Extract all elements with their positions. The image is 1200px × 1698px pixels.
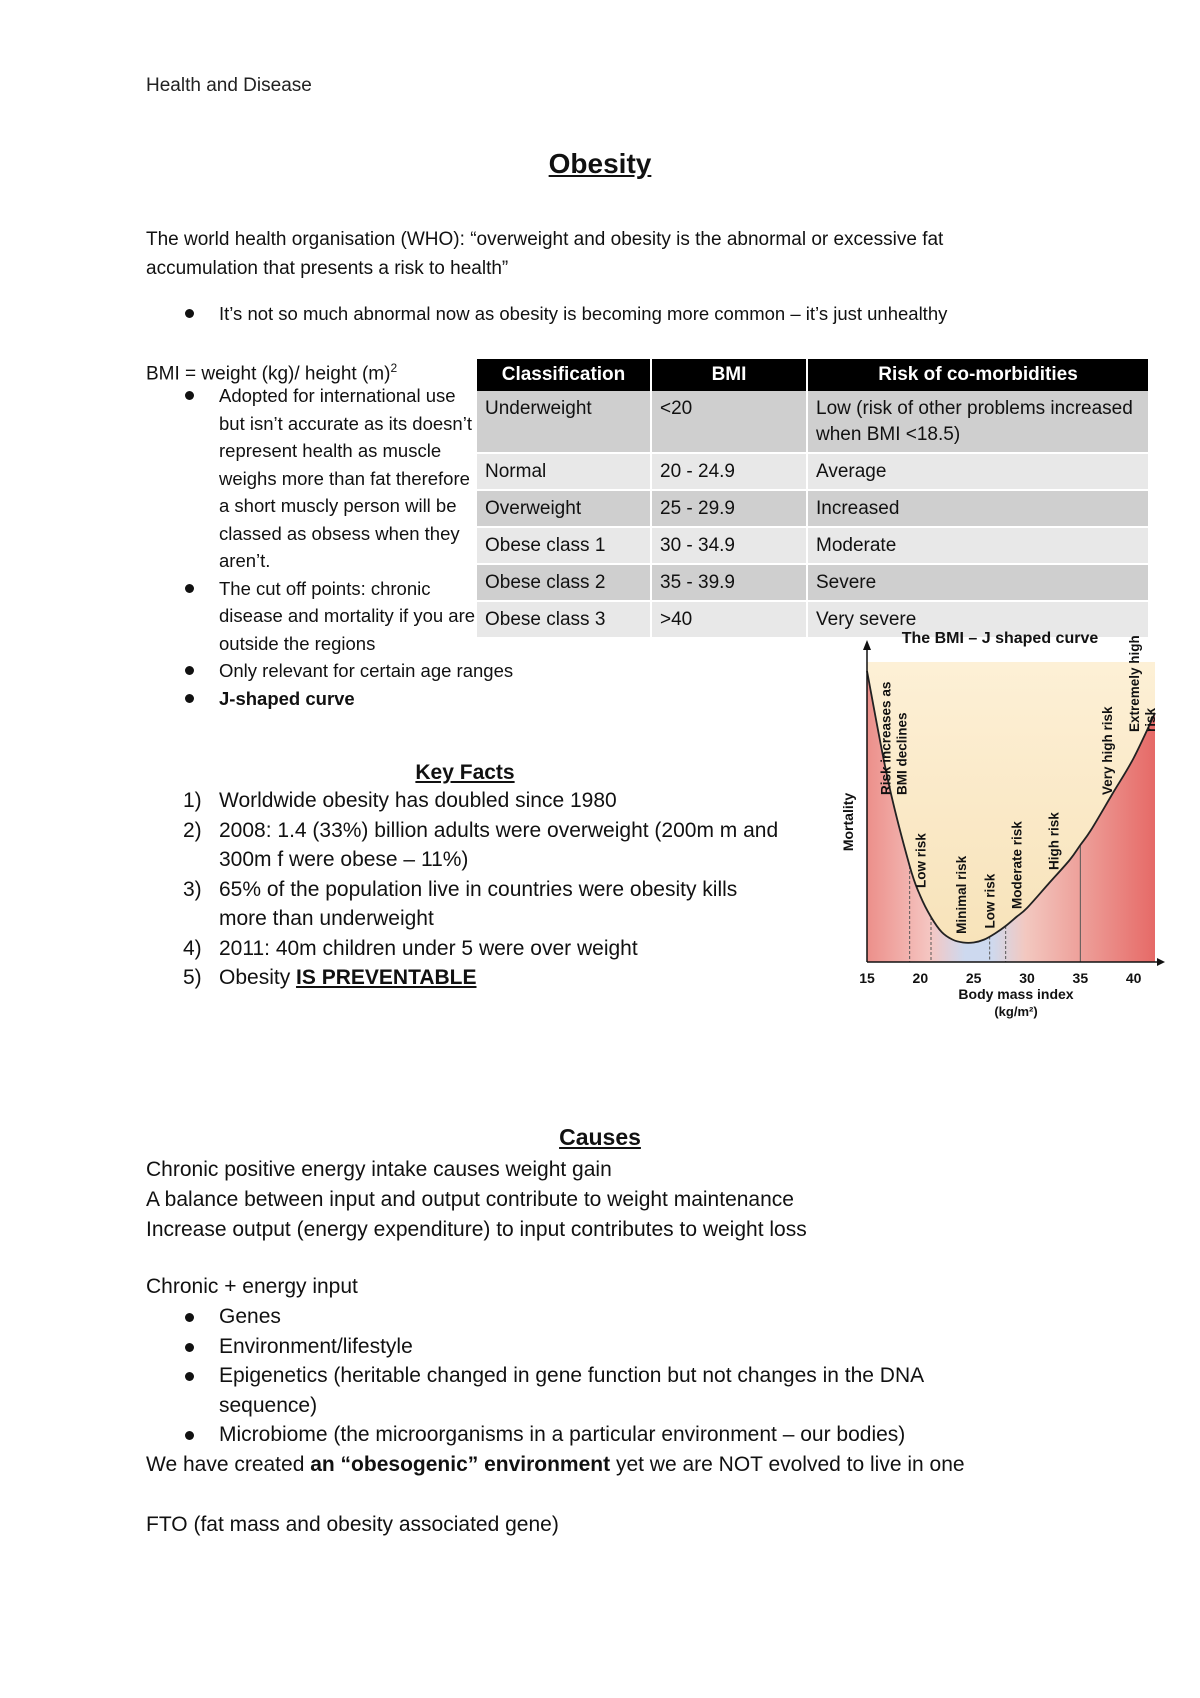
key-fact-text: Worldwide obesity has doubled since 1980 xyxy=(219,789,617,812)
table-row xyxy=(477,490,1149,527)
x-axis-units: (kg/m²) xyxy=(994,1004,1038,1019)
table-cell: 20 - 24.9 xyxy=(651,453,807,490)
causes-paragraph xyxy=(146,1155,1066,1245)
table-header-cell: Risk of co-morbidities xyxy=(807,359,1149,391)
x-axis-arrow-icon xyxy=(1157,958,1165,966)
zone-label-text: BMI declines xyxy=(894,712,910,795)
bmi-bullet: The cut off points: chronic disease and mortality if you are outside the regions xyxy=(146,575,476,658)
table-row xyxy=(477,564,1149,601)
table-cell: Normal xyxy=(477,453,651,490)
chart-title: The BMI – J shaped curve xyxy=(901,630,1099,647)
key-fact-number: 1) xyxy=(183,789,202,812)
causes-title: Causes xyxy=(559,1124,641,1150)
causes-bullet: Genes xyxy=(146,1302,986,1332)
running-header: Health and Disease xyxy=(146,75,312,96)
table-cell: <20 xyxy=(651,391,807,453)
key-fact-text: Obesity xyxy=(219,966,297,989)
zone-label-text: Extremely high xyxy=(1127,635,1143,732)
key-fact-item xyxy=(146,816,786,875)
fto-line: FTO (fat mass and obesity associated gene) xyxy=(146,1513,559,1536)
obesogenic-bold: an “obesogenic” environment xyxy=(310,1453,611,1476)
table-row xyxy=(477,391,1149,453)
key-fact-emphasis: IS PREVENTABLE xyxy=(296,966,477,989)
table-header-row xyxy=(477,359,1149,391)
definition-bullets xyxy=(146,300,1066,328)
zone-label xyxy=(1100,706,1115,795)
bmi-formula-exponent: 2 xyxy=(390,361,398,375)
x-tick-label: 40 xyxy=(1125,970,1142,986)
bmi-formula-text: BMI = weight (kg)/ height (m) xyxy=(146,363,391,385)
zone-label-text: Risk increases as xyxy=(878,681,894,795)
causes-bullet: Epigenetics (heritable changed in gene function but not changes in the DNA sequence) xyxy=(146,1361,986,1420)
y-axis-label: Mortality xyxy=(840,792,856,852)
obesogenic-sentence xyxy=(146,1450,1086,1480)
x-tick-label: 35 xyxy=(1072,970,1089,986)
who-definition: The world health organisation (WHO): “overweight and obesity is the abnormal or excessive fat accumulation that presents a risk to health” xyxy=(146,229,944,279)
table-cell: Average xyxy=(807,453,1149,490)
causes-line: A balance between input and output contribute to weight maintenance xyxy=(146,1188,794,1211)
table-cell: Overweight xyxy=(477,490,651,527)
key-fact-item xyxy=(146,963,786,993)
key-fact-number: 2) xyxy=(183,818,202,842)
x-tick-labels xyxy=(859,970,1141,986)
zone-label xyxy=(954,855,969,934)
table-cell: >40 xyxy=(651,601,807,638)
zone-label-text: High risk xyxy=(1046,812,1062,870)
key-fact-text: 65% of the population live in countries were obesity kills more than underweight xyxy=(219,877,738,930)
table-cell: Obese class 3 xyxy=(477,601,651,638)
x-tick-label: 20 xyxy=(912,970,929,986)
x-tick-label: 15 xyxy=(859,970,875,986)
key-facts-list xyxy=(146,786,786,993)
table-cell: 35 - 39.9 xyxy=(651,564,807,601)
table-header-cell: BMI xyxy=(651,359,807,391)
table-cell: Increased xyxy=(807,490,1149,527)
table-row xyxy=(477,453,1149,490)
zone-label-text: Minimal risk xyxy=(953,855,969,934)
key-fact-item xyxy=(146,786,786,816)
key-fact-number: 3) xyxy=(183,877,202,901)
bmi-bullet: Only relevant for certain age ranges xyxy=(146,657,639,685)
table-cell: Obese class 2 xyxy=(477,564,651,601)
key-fact-text: 2011: 40m children under 5 were over weight xyxy=(219,936,638,960)
causes-line: Chronic positive energy intake causes weight gain xyxy=(146,1158,612,1181)
causes-subtitle: Chronic + energy input xyxy=(146,1275,358,1298)
key-fact-item xyxy=(146,934,786,964)
bmi-j-curve-chart xyxy=(835,622,1165,1030)
obesogenic-suffix: yet we are NOT evolved to live in one xyxy=(610,1453,965,1476)
table-cell: Moderate xyxy=(807,527,1149,564)
table-cell: Obese class 1 xyxy=(477,527,651,564)
table-header-cell: Classification xyxy=(477,359,651,391)
table-cell: 25 - 29.9 xyxy=(651,490,807,527)
causes-line: Increase output (energy expenditure) to input contributes to weight loss xyxy=(146,1218,807,1241)
x-tick-label: 25 xyxy=(965,970,982,986)
zone-label xyxy=(913,833,928,888)
zone-label-text: Low risk xyxy=(913,833,929,888)
x-tick-label: 30 xyxy=(1019,970,1035,986)
bmi-bullets xyxy=(146,382,514,712)
key-fact-item xyxy=(146,875,786,934)
causes-bullet: Microbiome (the microorganisms in a particular environment – our bodies) xyxy=(146,1420,986,1450)
table-cell: 30 - 34.9 xyxy=(651,527,807,564)
zone-label-text: Moderate risk xyxy=(1009,821,1025,909)
zone-label-text: risk xyxy=(1143,707,1159,732)
bmi-bullet: Adopted for international use but isn’t accurate as its doesn’t represent health as muscle weighs more than fat therefore a short muscly person will be classed as obsess when they aren’t. xyxy=(146,382,476,575)
zone-label xyxy=(983,873,998,928)
zone-label xyxy=(1009,821,1024,909)
page-title: Obesity xyxy=(548,148,652,179)
bmi-bullet: J-shaped curve xyxy=(146,685,639,713)
x-axis-label: Body mass index xyxy=(958,986,1074,1002)
zone-label xyxy=(1047,812,1062,870)
key-facts-title: Key Facts xyxy=(415,761,515,784)
bmi-classification-table xyxy=(477,359,1150,639)
key-fact-text: 2008: 1.4 (33%) billion adults were overweight (200m m and 300m f were obese – 11%) xyxy=(219,818,779,871)
causes-bullets xyxy=(146,1302,986,1450)
definition-bullet: It’s not so much abnormal now as obesity is becoming more common – it’s just unhealthy xyxy=(146,300,1066,328)
table-row xyxy=(477,527,1149,564)
causes-bullet: Environment/lifestyle xyxy=(146,1332,986,1362)
zone-label-text: Very high risk xyxy=(1100,706,1115,795)
table-cell: Very severe xyxy=(807,601,1149,638)
obesogenic-prefix: We have created xyxy=(146,1453,311,1476)
y-axis-arrow-icon xyxy=(863,640,871,650)
table-cell: Severe xyxy=(807,564,1149,601)
zone-label-text: Low risk xyxy=(982,873,998,929)
table-cell: Low (risk of other problems increased when BMI <18.5) xyxy=(807,391,1149,453)
table-cell: Underweight xyxy=(477,391,651,453)
key-fact-number: 4) xyxy=(183,936,202,960)
key-fact-number: 5) xyxy=(183,966,202,989)
